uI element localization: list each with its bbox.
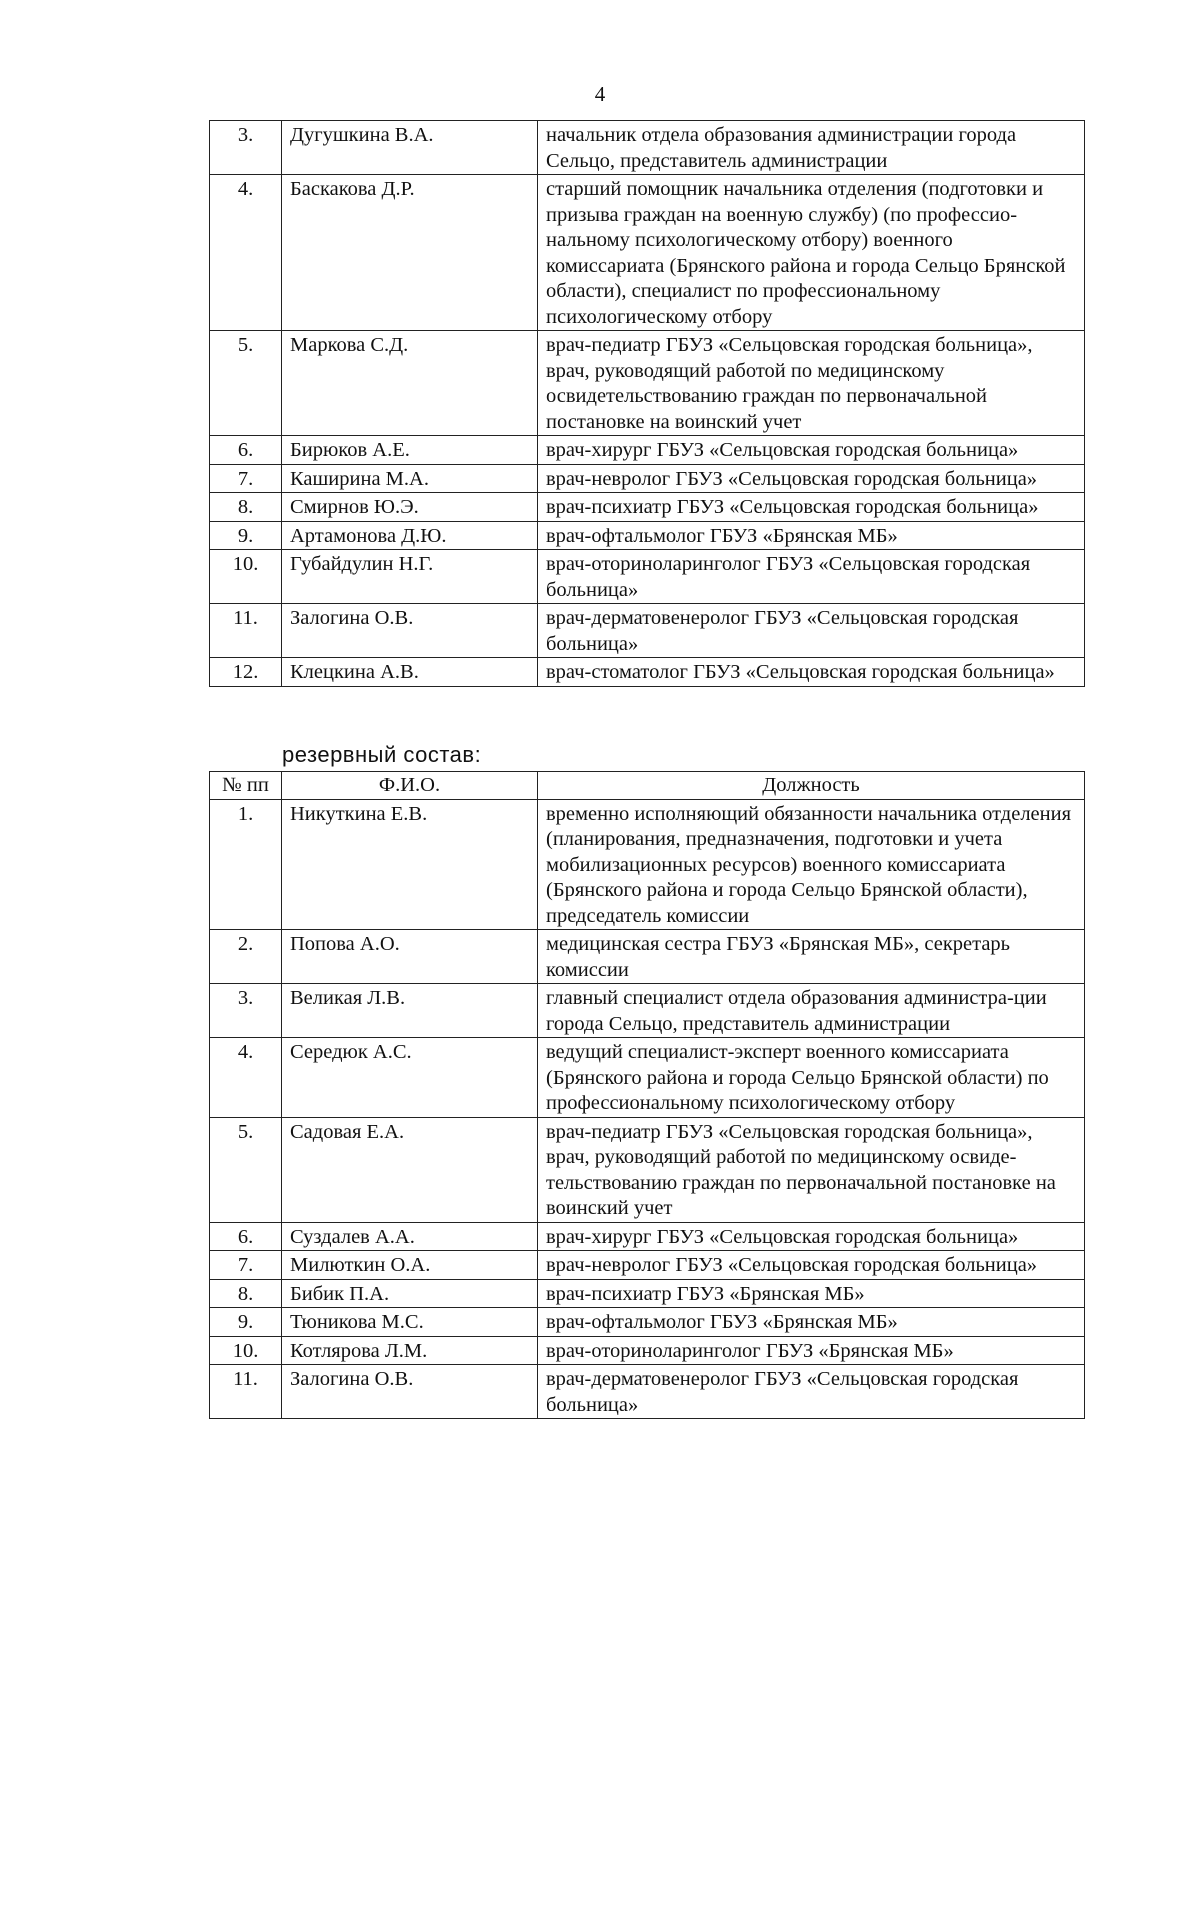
commission-row	[210, 658, 1085, 687]
person-position: старший помощник начальника отделения (подготовки и призыва граждан на военную службу) (по профессио-нальному психологическому отбору) военного комиссариата (Брянского района и города Сельцо Брянской области), специалист по профессиональному психологическому отбору	[538, 175, 1085, 331]
reserve-row	[210, 1336, 1085, 1365]
person-position: временно исполняющий обязанности начальника отделения (планирования, предназначения, подготовки и учета мобилизационных ресурсов) военного комиссариата (Брянского района и города Сельцо Брянской области), председатель комиссии	[538, 799, 1085, 930]
person-position: врач-дерматовенеролог ГБУЗ «Сельцовская городская больница»	[538, 604, 1085, 658]
commission-row	[210, 550, 1085, 604]
row-number: 4.	[210, 1038, 282, 1118]
person-name: Суздалев А.А.	[282, 1222, 538, 1251]
row-number: 9.	[210, 1308, 282, 1337]
row-number: 3.	[210, 121, 282, 175]
header-name: Ф.И.О.	[282, 772, 538, 800]
person-position: врач-оториноларинголог ГБУЗ «Брянская МБ»	[538, 1336, 1085, 1365]
person-position: врач-стоматолог ГБУЗ «Сельцовская городская больница»	[538, 658, 1085, 687]
row-number: 12.	[210, 658, 282, 687]
row-number: 10.	[210, 550, 282, 604]
person-name: Клецкина А.В.	[282, 658, 538, 687]
person-position: медицинская сестра ГБУЗ «Брянская МБ», секретарь комиссии	[538, 930, 1085, 984]
person-name: Садовая Е.А.	[282, 1117, 538, 1222]
commission-row	[210, 121, 1085, 175]
commission-table-body	[210, 121, 1085, 687]
person-name: Великая Л.В.	[282, 984, 538, 1038]
commission-row	[210, 175, 1085, 331]
person-position: врач-хирург ГБУЗ «Сельцовская городская больница»	[538, 1222, 1085, 1251]
row-number: 7.	[210, 464, 282, 493]
person-position: главный специалист отдела образования администра-ции города Сельцо, представитель администрации	[538, 984, 1085, 1038]
row-number: 8.	[210, 493, 282, 522]
reserve-row	[210, 1222, 1085, 1251]
row-number: 5.	[210, 331, 282, 436]
reserve-title: резервный состав:	[282, 742, 482, 767]
person-name: Дугушкина В.А.	[282, 121, 538, 175]
person-name: Никуткина Е.В.	[282, 799, 538, 930]
person-position: врач-оториноларинголог ГБУЗ «Сельцовская городская больница»	[538, 550, 1085, 604]
person-name: Бибик П.А.	[282, 1279, 538, 1308]
row-number: 6.	[210, 436, 282, 465]
commission-row	[210, 464, 1085, 493]
reserve-row	[210, 1117, 1085, 1222]
commission-row	[210, 493, 1085, 522]
row-number: 2.	[210, 930, 282, 984]
person-position: врач-офтальмолог ГБУЗ «Брянская МБ»	[538, 521, 1085, 550]
page-number: 4	[594, 82, 606, 106]
reserve-table-body	[210, 799, 1085, 1419]
person-name: Котлярова Л.М.	[282, 1336, 538, 1365]
person-name: Милюткин О.А.	[282, 1251, 538, 1280]
person-name: Артамонова Д.Ю.	[282, 521, 538, 550]
person-name: Попова А.О.	[282, 930, 538, 984]
row-number: 6.	[210, 1222, 282, 1251]
person-position: врач-хирург ГБУЗ «Сельцовская городская больница»	[538, 436, 1085, 465]
person-position: врач-невролог ГБУЗ «Сельцовская городская больница»	[538, 464, 1085, 493]
row-number: 3.	[210, 984, 282, 1038]
commission-table	[209, 120, 1085, 687]
reserve-table	[209, 771, 1085, 1419]
row-number: 5.	[210, 1117, 282, 1222]
reserve-row	[210, 1308, 1085, 1337]
person-name: Середюк А.С.	[282, 1038, 538, 1118]
person-position: ведущий специалист-эксперт военного комиссариата (Брянского района и города Сельцо Брянской области) по профессиональному психологическому отбору	[538, 1038, 1085, 1118]
reserve-row	[210, 930, 1085, 984]
reserve-row	[210, 799, 1085, 930]
row-number: 4.	[210, 175, 282, 331]
commission-row	[210, 331, 1085, 436]
person-position: врач-психиатр ГБУЗ «Брянская МБ»	[538, 1279, 1085, 1308]
commission-row	[210, 604, 1085, 658]
reserve-row	[210, 984, 1085, 1038]
row-number: 8.	[210, 1279, 282, 1308]
person-name: Залогина О.В.	[282, 604, 538, 658]
reserve-row	[210, 1038, 1085, 1118]
header-num: № пп	[210, 772, 282, 800]
person-name: Баскакова Д.Р.	[282, 175, 538, 331]
row-number: 11.	[210, 604, 282, 658]
person-name: Каширина М.А.	[282, 464, 538, 493]
row-number: 7.	[210, 1251, 282, 1280]
person-position: врач-психиатр ГБУЗ «Сельцовская городская больница»	[538, 493, 1085, 522]
person-name: Губайдулин Н.Г.	[282, 550, 538, 604]
person-name: Бирюков А.Е.	[282, 436, 538, 465]
person-name: Залогина О.В.	[282, 1365, 538, 1419]
person-name: Маркова С.Д.	[282, 331, 538, 436]
person-position: врач-педиатр ГБУЗ «Сельцовская городская больница», врач, руководящий работой по медицинскому освиде-тельствованию граждан по первоначальной постановке на воинский учет	[538, 1117, 1085, 1222]
commission-row	[210, 521, 1085, 550]
row-number: 9.	[210, 521, 282, 550]
person-name: Смирнов Ю.Э.	[282, 493, 538, 522]
person-name: Тюникова М.С.	[282, 1308, 538, 1337]
reserve-header-row	[210, 772, 1085, 800]
reserve-row	[210, 1251, 1085, 1280]
row-number: 10.	[210, 1336, 282, 1365]
reserve-row	[210, 1279, 1085, 1308]
commission-row	[210, 436, 1085, 465]
header-position: Должность	[538, 772, 1085, 800]
person-position: врач-невролог ГБУЗ «Сельцовская городская больница»	[538, 1251, 1085, 1280]
person-position: врач-офтальмолог ГБУЗ «Брянская МБ»	[538, 1308, 1085, 1337]
person-position: врач-педиатр ГБУЗ «Сельцовская городская больница», врач, руководящий работой по медицинскому освидетельствованию граждан по первоначальной постановке на воинский учет	[538, 331, 1085, 436]
row-number: 1.	[210, 799, 282, 930]
person-position: начальник отдела образования администрации города Сельцо, представитель администрации	[538, 121, 1085, 175]
row-number: 11.	[210, 1365, 282, 1419]
person-position: врач-дерматовенеролог ГБУЗ «Сельцовская городская больница»	[538, 1365, 1085, 1419]
reserve-row	[210, 1365, 1085, 1419]
